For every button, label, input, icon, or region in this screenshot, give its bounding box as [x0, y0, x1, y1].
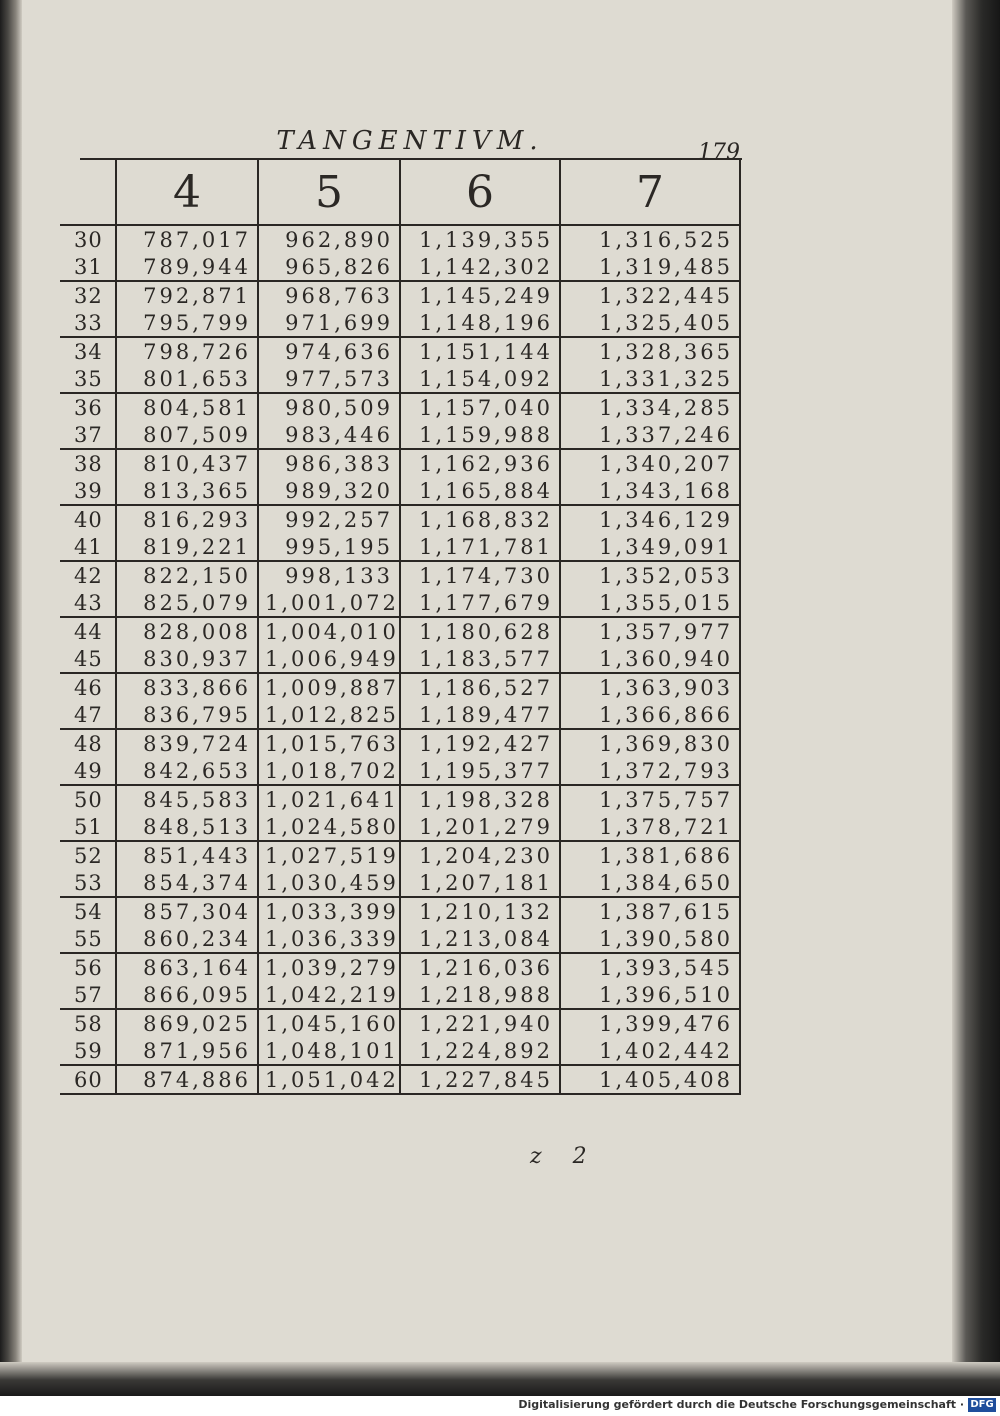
value-cell: 1,393,545 — [560, 953, 740, 981]
table-row — [60, 281, 740, 309]
value-cell: 1,051,042 — [258, 1065, 400, 1094]
table-row — [60, 673, 740, 701]
column-header-degree: 6 — [400, 160, 560, 225]
minute-cell: 52 — [60, 841, 116, 869]
value-cell: 1,142,302 — [400, 253, 560, 281]
value-cell: 1,384,650 — [560, 869, 740, 897]
minute-cell: 56 — [60, 953, 116, 981]
value-cell: 1,210,132 — [400, 897, 560, 925]
value-cell: 992,257 — [258, 505, 400, 533]
value-cell: 965,826 — [258, 253, 400, 281]
value-cell: 792,871 — [116, 281, 258, 309]
value-cell: 1,027,519 — [258, 841, 400, 869]
value-cell: 1,151,144 — [400, 337, 560, 365]
value-cell: 1,399,476 — [560, 1009, 740, 1037]
book-edge-right — [952, 0, 1000, 1396]
table-row — [60, 421, 740, 449]
table-row — [60, 393, 740, 421]
value-cell: 1,048,101 — [258, 1037, 400, 1065]
value-cell: 1,378,721 — [560, 813, 740, 841]
value-cell: 1,024,580 — [258, 813, 400, 841]
value-cell: 968,763 — [258, 281, 400, 309]
table-row — [60, 617, 740, 645]
value-cell: 871,956 — [116, 1037, 258, 1065]
value-cell: 1,154,092 — [400, 365, 560, 393]
signature-mark: z 2 — [530, 1144, 599, 1169]
table-row — [60, 253, 740, 281]
value-cell: 825,079 — [116, 589, 258, 617]
table-row — [60, 561, 740, 589]
value-cell: 1,139,355 — [400, 225, 560, 253]
value-cell: 989,320 — [258, 477, 400, 505]
table-row — [60, 897, 740, 925]
value-cell: 974,636 — [258, 337, 400, 365]
table-row — [60, 841, 740, 869]
value-cell: 1,030,459 — [258, 869, 400, 897]
value-cell: 822,150 — [116, 561, 258, 589]
table-row — [60, 729, 740, 757]
value-cell: 1,045,160 — [258, 1009, 400, 1037]
tangent-table — [60, 160, 741, 1095]
value-cell: 1,334,285 — [560, 393, 740, 421]
table-body — [60, 225, 740, 1094]
minute-cell: 41 — [60, 533, 116, 561]
minute-cell: 38 — [60, 449, 116, 477]
value-cell: 1,337,246 — [560, 421, 740, 449]
value-cell: 1,177,679 — [400, 589, 560, 617]
value-cell: 1,216,036 — [400, 953, 560, 981]
value-cell: 1,352,053 — [560, 561, 740, 589]
value-cell: 1,180,628 — [400, 617, 560, 645]
table-row — [60, 981, 740, 1009]
minute-cell: 46 — [60, 673, 116, 701]
value-cell: 1,201,279 — [400, 813, 560, 841]
table-row — [60, 953, 740, 981]
column-header-degree: 7 — [560, 160, 740, 225]
value-cell: 798,726 — [116, 337, 258, 365]
value-cell: 1,349,091 — [560, 533, 740, 561]
value-cell: 1,316,525 — [560, 225, 740, 253]
table-row — [60, 589, 740, 617]
value-cell: 828,008 — [116, 617, 258, 645]
value-cell: 1,189,477 — [400, 701, 560, 729]
value-cell: 1,162,936 — [400, 449, 560, 477]
table-row — [60, 1065, 740, 1094]
value-cell: 869,025 — [116, 1009, 258, 1037]
value-cell: 863,164 — [116, 953, 258, 981]
minute-cell: 35 — [60, 365, 116, 393]
table-row — [60, 785, 740, 813]
value-cell: 804,581 — [116, 393, 258, 421]
value-cell: 1,006,949 — [258, 645, 400, 673]
book-edge-bottom — [0, 1362, 1000, 1396]
value-cell: 807,509 — [116, 421, 258, 449]
table-row — [60, 505, 740, 533]
value-cell: 1,015,763 — [258, 729, 400, 757]
minute-cell: 51 — [60, 813, 116, 841]
minute-cell: 32 — [60, 281, 116, 309]
page-number: 179 — [698, 140, 740, 165]
table-row — [60, 309, 740, 337]
value-cell: 1,165,884 — [400, 477, 560, 505]
value-cell: 851,443 — [116, 841, 258, 869]
value-cell: 839,724 — [116, 729, 258, 757]
minute-cell: 49 — [60, 757, 116, 785]
column-header-row — [60, 160, 740, 225]
minute-cell: 59 — [60, 1037, 116, 1065]
value-cell: 1,186,527 — [400, 673, 560, 701]
value-cell: 848,513 — [116, 813, 258, 841]
table-row — [60, 533, 740, 561]
value-cell: 986,383 — [258, 449, 400, 477]
minute-cell: 31 — [60, 253, 116, 281]
minute-cell: 60 — [60, 1065, 116, 1094]
value-cell: 1,171,781 — [400, 533, 560, 561]
table-row — [60, 645, 740, 673]
table-row — [60, 477, 740, 505]
value-cell: 1,387,615 — [560, 897, 740, 925]
table-row — [60, 925, 740, 953]
table-row — [60, 337, 740, 365]
value-cell: 1,204,230 — [400, 841, 560, 869]
value-cell: 1,148,196 — [400, 309, 560, 337]
value-cell: 1,360,940 — [560, 645, 740, 673]
dfg-logo: DFG — [968, 1398, 996, 1412]
value-cell: 813,365 — [116, 477, 258, 505]
minute-cell: 43 — [60, 589, 116, 617]
table-row — [60, 449, 740, 477]
minute-cell: 33 — [60, 309, 116, 337]
value-cell: 836,795 — [116, 701, 258, 729]
value-cell: 789,944 — [116, 253, 258, 281]
value-cell: 1,039,279 — [258, 953, 400, 981]
value-cell: 842,653 — [116, 757, 258, 785]
column-header-degree: 5 — [258, 160, 400, 225]
value-cell: 1,192,427 — [400, 729, 560, 757]
value-cell: 795,799 — [116, 309, 258, 337]
value-cell: 1,381,686 — [560, 841, 740, 869]
value-cell: 1,340,207 — [560, 449, 740, 477]
value-cell: 860,234 — [116, 925, 258, 953]
value-cell: 1,145,249 — [400, 281, 560, 309]
value-cell: 1,213,084 — [400, 925, 560, 953]
minute-cell: 50 — [60, 785, 116, 813]
value-cell: 1,396,510 — [560, 981, 740, 1009]
value-cell: 1,174,730 — [400, 561, 560, 589]
value-cell: 1,227,845 — [400, 1065, 560, 1094]
value-cell: 1,018,702 — [258, 757, 400, 785]
value-cell: 1,322,445 — [560, 281, 740, 309]
value-cell: 1,375,757 — [560, 785, 740, 813]
value-cell: 833,866 — [116, 673, 258, 701]
value-cell: 1,042,219 — [258, 981, 400, 1009]
minute-cell: 57 — [60, 981, 116, 1009]
value-cell: 1,036,339 — [258, 925, 400, 953]
value-cell: 1,369,830 — [560, 729, 740, 757]
minute-cell: 48 — [60, 729, 116, 757]
column-header-degree: 4 — [116, 160, 258, 225]
value-cell: 995,195 — [258, 533, 400, 561]
value-cell: 1,328,365 — [560, 337, 740, 365]
value-cell: 1,221,940 — [400, 1009, 560, 1037]
value-cell: 874,886 — [116, 1065, 258, 1094]
minute-cell: 53 — [60, 869, 116, 897]
value-cell: 977,573 — [258, 365, 400, 393]
value-cell: 810,437 — [116, 449, 258, 477]
value-cell: 1,183,577 — [400, 645, 560, 673]
minute-cell: 47 — [60, 701, 116, 729]
value-cell: 971,699 — [258, 309, 400, 337]
value-cell: 866,095 — [116, 981, 258, 1009]
minute-cell: 44 — [60, 617, 116, 645]
value-cell: 980,509 — [258, 393, 400, 421]
value-cell: 1,325,405 — [560, 309, 740, 337]
value-cell: 1,346,129 — [560, 505, 740, 533]
minute-cell: 36 — [60, 393, 116, 421]
minute-cell: 58 — [60, 1009, 116, 1037]
table-row — [60, 869, 740, 897]
value-cell: 830,937 — [116, 645, 258, 673]
value-cell: 1,159,988 — [400, 421, 560, 449]
value-cell: 1,009,887 — [258, 673, 400, 701]
value-cell: 1,331,325 — [560, 365, 740, 393]
table-row — [60, 813, 740, 841]
value-cell: 1,390,580 — [560, 925, 740, 953]
minute-cell: 40 — [60, 505, 116, 533]
table-row — [60, 1009, 740, 1037]
value-cell: 962,890 — [258, 225, 400, 253]
value-cell: 857,304 — [116, 897, 258, 925]
value-cell: 1,033,399 — [258, 897, 400, 925]
value-cell: 1,402,442 — [560, 1037, 740, 1065]
value-cell: 983,446 — [258, 421, 400, 449]
value-cell: 1,198,328 — [400, 785, 560, 813]
minute-cell: 54 — [60, 897, 116, 925]
value-cell: 1,218,988 — [400, 981, 560, 1009]
value-cell: 819,221 — [116, 533, 258, 561]
footer-bar — [0, 1396, 1000, 1416]
value-cell: 1,357,977 — [560, 617, 740, 645]
value-cell: 1,195,377 — [400, 757, 560, 785]
minute-cell: 30 — [60, 225, 116, 253]
value-cell: 1,363,903 — [560, 673, 740, 701]
value-cell: 1,343,168 — [560, 477, 740, 505]
minute-cell: 42 — [60, 561, 116, 589]
value-cell: 1,355,015 — [560, 589, 740, 617]
minute-column-header — [60, 160, 116, 225]
value-cell: 1,157,040 — [400, 393, 560, 421]
minute-cell: 39 — [60, 477, 116, 505]
value-cell: 998,133 — [258, 561, 400, 589]
value-cell: 1,207,181 — [400, 869, 560, 897]
minute-cell: 37 — [60, 421, 116, 449]
table-row — [60, 701, 740, 729]
value-cell: 787,017 — [116, 225, 258, 253]
value-cell: 1,319,485 — [560, 253, 740, 281]
value-cell: 1,366,866 — [560, 701, 740, 729]
value-cell: 1,224,892 — [400, 1037, 560, 1065]
minute-cell: 55 — [60, 925, 116, 953]
value-cell: 1,168,832 — [400, 505, 560, 533]
table-row — [60, 365, 740, 393]
value-cell: 1,372,793 — [560, 757, 740, 785]
value-cell: 1,004,010 — [258, 617, 400, 645]
footer-credit: Digitalisierung gefördert durch die Deutsche Forschungsgemeinschaft · — [518, 1398, 964, 1411]
value-cell: 1,001,072 — [258, 589, 400, 617]
table-row — [60, 757, 740, 785]
minute-cell: 34 — [60, 337, 116, 365]
value-cell: 816,293 — [116, 505, 258, 533]
minute-cell: 45 — [60, 645, 116, 673]
value-cell: 854,374 — [116, 869, 258, 897]
value-cell: 1,405,408 — [560, 1065, 740, 1094]
value-cell: 1,012,825 — [258, 701, 400, 729]
value-cell: 845,583 — [116, 785, 258, 813]
table-row — [60, 225, 740, 253]
value-cell: 1,021,641 — [258, 785, 400, 813]
table-row — [60, 1037, 740, 1065]
book-spine-shadow — [0, 0, 22, 1396]
running-head: TANGENTIVM. — [276, 126, 544, 156]
value-cell: 801,653 — [116, 365, 258, 393]
